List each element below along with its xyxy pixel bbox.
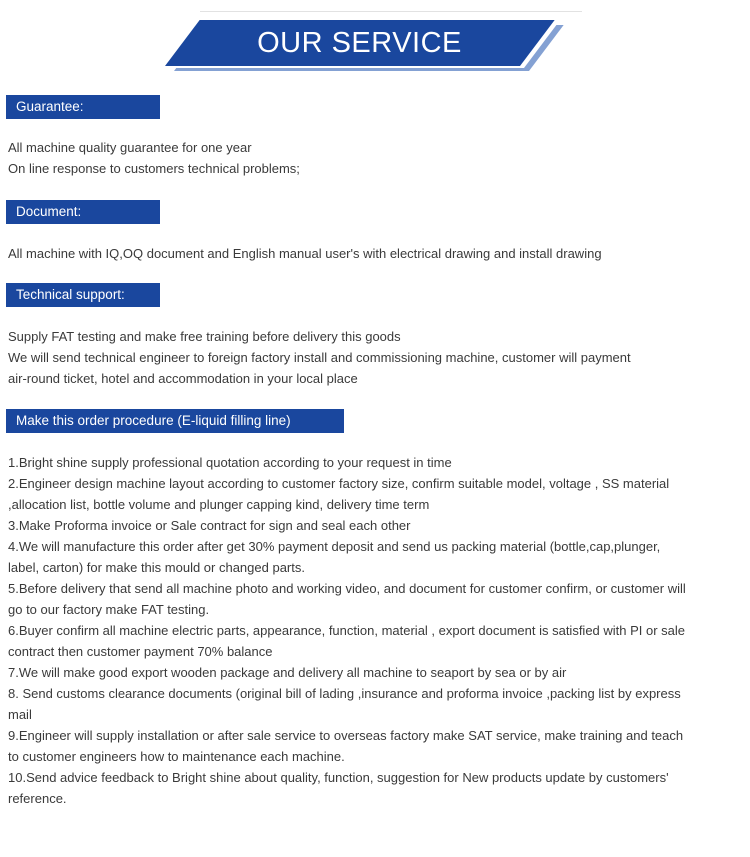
decorative-top-line: [200, 11, 582, 12]
section-body-order-procedure: [8, 452, 686, 809]
text-line: mail: [8, 707, 32, 722]
text-line: 7.We will make good export wooden package and delivery all machine to seaport by sea or by air: [8, 665, 567, 680]
text-line: 8. Send customs clearance documents (original bill of lading ,insurance and proforma invoice ,packing list by express: [8, 686, 681, 701]
section-body-document: [8, 243, 602, 264]
section-heading-technical-support: Technical support:: [6, 283, 160, 307]
section-body-guarantee: [8, 137, 300, 179]
text-line: 1.Bright shine supply professional quotation according to your request in time: [8, 455, 452, 470]
section-heading-order-procedure: Make this order procedure (E-liquid filling line): [6, 409, 344, 433]
text-line: to customer engineers how to maintenance each machine.: [8, 749, 345, 764]
text-line: 10.Send advice feedback to Bright shine about quality, function, suggestion for New products update by customers': [8, 770, 669, 785]
text-line: 6.Buyer confirm all machine electric parts, appearance, function, material , export document is satisfied with PI or sale: [8, 623, 686, 638]
text-line: All machine quality guarantee for one year: [8, 140, 252, 155]
text-line: ,allocation list, bottle volume and plunger capping kind, delivery time term: [8, 497, 430, 512]
text-line: 5.Before delivery that send all machine photo and working video, and document for customer confirm, or customer will: [8, 581, 686, 596]
text-line: On line response to customers technical problems;: [8, 161, 300, 176]
page-title: OUR SERVICE: [257, 27, 462, 59]
section-body-technical-support: [8, 326, 631, 389]
text-line: reference.: [8, 791, 67, 806]
text-line: label, carton) for make this mould or changed parts.: [8, 560, 305, 575]
text-line: go to our factory make FAT testing.: [8, 602, 210, 617]
text-line: Supply FAT testing and make free training before delivery this goods: [8, 329, 401, 344]
text-line: 3.Make Proforma invoice or Sale contract for sign and seal each other: [8, 518, 411, 533]
text-line: 4.We will manufacture this order after get 30% payment deposit and send us packing material (bottle,cap,plunger,: [8, 539, 661, 554]
section-heading-guarantee: Guarantee:: [6, 95, 160, 119]
text-line: air-round ticket, hotel and accommodation in your local place: [8, 371, 358, 386]
text-line: contract then customer payment 70% balance: [8, 644, 273, 659]
service-banner: [165, 20, 520, 66]
text-line: 9.Engineer will supply installation or after sale service to overseas factory make SAT service, make training and teach: [8, 728, 684, 743]
section-heading-document: Document:: [6, 200, 160, 224]
text-line: 2.Engineer design machine layout according to customer factory size, confirm suitable model, voltage , SS material: [8, 476, 670, 491]
text-line: We will send technical engineer to foreign factory install and commissioning machine, customer will payment: [8, 350, 631, 365]
text-line: All machine with IQ,OQ document and English manual user's with electrical drawing and install drawing: [8, 246, 602, 261]
